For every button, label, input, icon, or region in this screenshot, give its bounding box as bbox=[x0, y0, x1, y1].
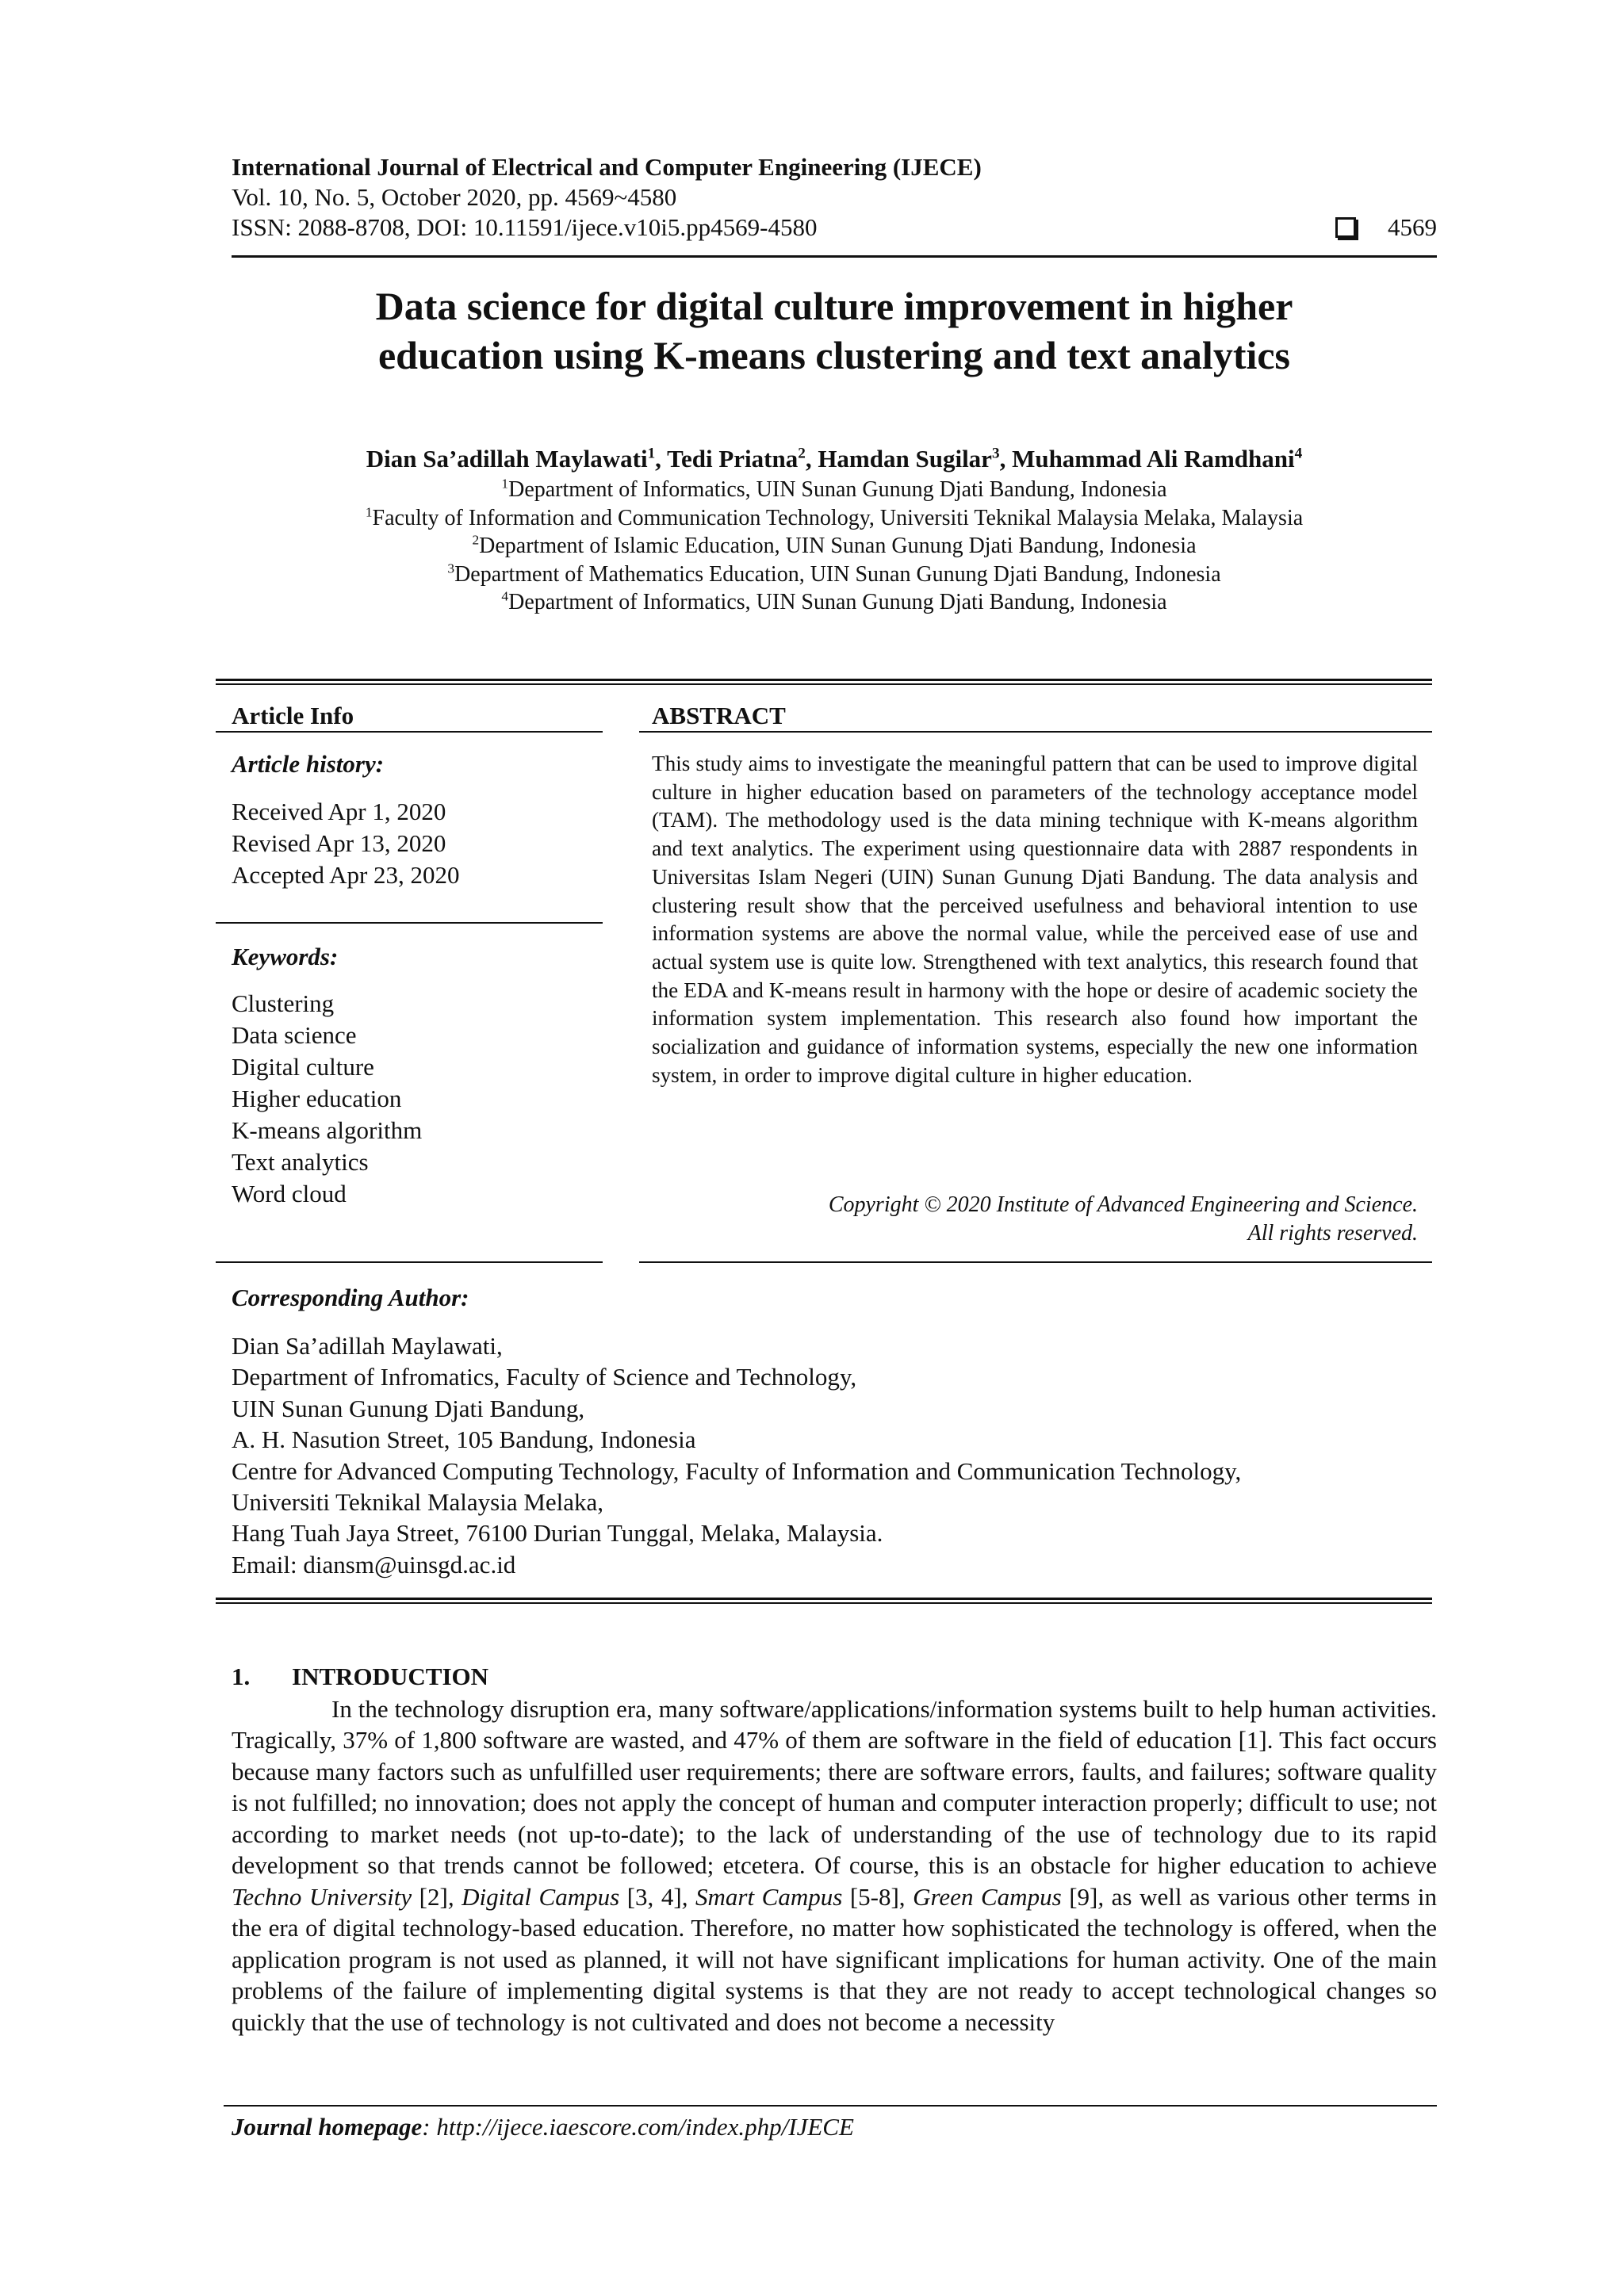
address-line: UIN Sunan Gunung Djati Bandung, bbox=[232, 1394, 585, 1422]
address-line: A. H. Nasution Street, 105 Bandung, Indonesia bbox=[232, 1425, 696, 1454]
header-rule bbox=[232, 255, 1437, 258]
affiliation-list bbox=[232, 476, 1437, 617]
abstract-text: This study aims to investigate the meaningful pattern that can be used to improve digital culture in higher education based on parameters of the technology acceptance model (TAM). The methodology used is the data mining technique with K-means algorithm and text analytics. The experiment using questionnaire data with 2887 respondents in Universitas Islam Negeri (UIN) Sunan Gunung Djati Bandung. The data analysis and clustering result show that the perceived usefulness and behavioral intention to use information systems are above the normal value, while the perceived ease of use and actual system use is quite low. Strengthened with text analytics, this research found that the EDA and K-means result in harmony with the hope or desire of academic society the information system implementation. This research also found how important the socialization and guidance of information systems, especially the new one information system, in order to improve digital culture in higher education. bbox=[652, 752, 1418, 1087]
page-number-group bbox=[1335, 212, 1437, 243]
introduction-paragraph bbox=[232, 1693, 1437, 2038]
author-affiliation-mark: 1 bbox=[647, 445, 656, 462]
author-name: Hamdan Sugilar bbox=[818, 445, 992, 473]
keyword: Word cloud bbox=[232, 1180, 347, 1207]
running-header bbox=[232, 152, 1437, 243]
affiliation-mark: 4 bbox=[501, 588, 509, 604]
author-name: Tedi Priatna bbox=[667, 445, 799, 473]
address-line: Department of Infromatics, Faculty of Science and Technology, bbox=[232, 1363, 857, 1391]
author-list bbox=[232, 444, 1437, 474]
italic-term: , bbox=[1097, 1882, 1105, 1911]
journal-homepage-footer bbox=[232, 2112, 854, 2142]
history-date: Received Apr 1, 2020 bbox=[232, 798, 446, 825]
abstract-heading-rule bbox=[639, 731, 1432, 733]
address-line: Universiti Teknikal Malaysia Melaka, bbox=[232, 1488, 604, 1517]
affiliation-line bbox=[232, 561, 1437, 589]
text-run: [9] bbox=[1061, 1882, 1098, 1911]
affiliation-mark: 1 bbox=[365, 504, 373, 520]
italic-term: , Smart Campus bbox=[681, 1882, 843, 1911]
text-run: [2] bbox=[412, 1882, 448, 1911]
affiliation-text: Department of Informatics, UIN Sunan Gunung Djati Bandung, Indonesia bbox=[508, 477, 1167, 502]
keyword: K-means algorithm bbox=[232, 1116, 423, 1144]
copyright-line-2: All rights reserved. bbox=[1247, 1221, 1418, 1246]
keyword: Higher education bbox=[232, 1085, 402, 1112]
volume-info: Vol. 10, No. 5, October 2020, pp. 4569~4580 bbox=[232, 183, 677, 211]
author-separator: , bbox=[999, 445, 1013, 473]
affiliation-text: Department of Informatics, UIN Sunan Gunung Djati Bandung, Indonesia bbox=[508, 590, 1167, 614]
italic-term: Green Campus bbox=[913, 1882, 1062, 1911]
affiliation-line bbox=[232, 532, 1437, 561]
issn-doi: ISSN: 2088-8708, DOI: 10.11591/ijece.v10i5.pp4569-4580 bbox=[232, 213, 818, 241]
abstract-bottom-rule bbox=[639, 1261, 1432, 1263]
section-number: 1. bbox=[232, 1663, 251, 1690]
keywords-list bbox=[232, 988, 422, 1210]
text-run: as well as various other terms in the era of digital technology-based education. Therefore, no matter how sophisticated the technology is offered, when the application program is not used as planned, it will not have significant implications for human activity. One of the main problems of the failure of implementing digital systems is that they are not ready to accept technological changes so quickly that the use of technology is not cultivated and does not become a necessity bbox=[232, 1882, 1437, 2036]
italic-term: Techno University bbox=[232, 1882, 412, 1911]
square-bullet-icon bbox=[1335, 217, 1356, 238]
top-double-rule-b bbox=[216, 683, 1432, 685]
author-name: Dian Sa’adillah Maylawati bbox=[366, 445, 648, 473]
address-line: Email: diansm@uinsgd.ac.id bbox=[232, 1550, 516, 1578]
affiliation-text: Department of Mathematics Education, UIN Sunan Gunung Djati Bandung, Indonesia bbox=[454, 561, 1221, 587]
history-date: Accepted Apr 23, 2020 bbox=[232, 861, 460, 889]
keyword: Digital culture bbox=[232, 1053, 374, 1081]
address-line: Hang Tuah Jaya Street, 76100 Durian Tunggal, Melaka, Malaysia. bbox=[232, 1519, 883, 1548]
text-run: In the technology disruption era, many software/applications/information systems built to help human activities. Tragically, 37% of 1,800 software are wasted, and 47% of them are software in the field of education [1]. This fact occurs because many factors such as unfulfilled user requirements; there are software errors, faults, and failures; software quality is not fulfilled; no innovation; does not apply the concept of human and computer interaction properly; difficult to use; not according to market needs (not up-to-date); to the lack of understanding of the use of technology due to its rapid development so that trends cannot be followed; etcetera. Of course, this is an obstacle for higher education to achieve bbox=[232, 1695, 1437, 1880]
section-heading-introduction bbox=[232, 1662, 488, 1692]
issn-row bbox=[232, 212, 1437, 243]
keyword: Text analytics bbox=[232, 1148, 369, 1176]
copyright-line-1: Copyright © 2020 Institute of Advanced Engineering and Science. bbox=[828, 1192, 1418, 1217]
text-run: [3, 4] bbox=[619, 1882, 682, 1911]
footer-rule bbox=[224, 2105, 1437, 2107]
info-bottom-rule bbox=[216, 1261, 603, 1263]
affiliation-text: Department of Islamic Education, UIN Sunan Gunung Djati Bandung, Indonesia bbox=[479, 534, 1197, 558]
affiliation-mark: 3 bbox=[447, 561, 455, 576]
address-line: Dian Sa’adillah Maylawati, bbox=[232, 1332, 503, 1360]
bottom-double-rule-a bbox=[216, 1598, 1432, 1600]
title-line-1: Data science for digital culture improvement in higher bbox=[375, 284, 1293, 328]
section-title: INTRODUCTION bbox=[292, 1663, 489, 1690]
affiliation-line bbox=[232, 504, 1437, 533]
footer-url[interactable]: : http://ijece.iaescore.com/index.php/IJECE bbox=[422, 2113, 854, 2141]
copyright-notice bbox=[652, 1191, 1418, 1248]
keyword: Clustering bbox=[232, 989, 335, 1017]
affiliation-line bbox=[232, 476, 1437, 504]
address-line: Centre for Advanced Computing Technology, Faculty of Information and Communication Technology, bbox=[232, 1456, 1242, 1485]
affiliation-mark: 1 bbox=[501, 476, 509, 492]
keyword: Data science bbox=[232, 1021, 357, 1049]
info-heading-rule bbox=[216, 731, 603, 733]
abstract-heading: ABSTRACT bbox=[652, 702, 786, 729]
footer-label: Journal homepage bbox=[232, 2113, 423, 2141]
article-history-heading: Article history: bbox=[232, 750, 385, 778]
author-affiliation-mark: 4 bbox=[1294, 445, 1303, 462]
affiliation-line bbox=[232, 588, 1437, 617]
corresponding-author-heading: Corresponding Author: bbox=[232, 1284, 469, 1311]
title-line-2: education using K-means clustering and text analytics bbox=[377, 333, 1291, 377]
page-number: 4569 bbox=[1388, 213, 1437, 241]
history-divider bbox=[216, 922, 603, 924]
top-double-rule-a bbox=[216, 679, 1432, 681]
author-separator: , bbox=[655, 445, 668, 473]
corresponding-author-details bbox=[232, 1330, 1241, 1580]
author-name: Muhammad Ali Ramdhani bbox=[1012, 445, 1295, 473]
text-run: [5-8], bbox=[842, 1882, 914, 1911]
journal-name: International Journal of Electrical and Computer Engineering (IJECE) bbox=[232, 153, 982, 181]
author-separator: , bbox=[805, 445, 818, 473]
author-affiliation-mark: 3 bbox=[991, 445, 1000, 462]
history-date: Revised Apr 13, 2020 bbox=[232, 829, 446, 857]
article-info-heading: Article Info bbox=[232, 702, 354, 729]
affiliation-text: Faculty of Information and Communication Technology, Universiti Teknikal Malaysia Melaka, Malaysia bbox=[372, 505, 1304, 530]
keywords-heading: Keywords: bbox=[232, 943, 339, 970]
author-affiliation-mark: 2 bbox=[798, 445, 806, 462]
italic-term: , Digital Campus bbox=[447, 1882, 620, 1911]
paper-title bbox=[232, 281, 1437, 380]
affiliation-mark: 2 bbox=[472, 532, 480, 548]
article-history bbox=[232, 796, 460, 891]
bottom-double-rule-b bbox=[216, 1602, 1432, 1604]
